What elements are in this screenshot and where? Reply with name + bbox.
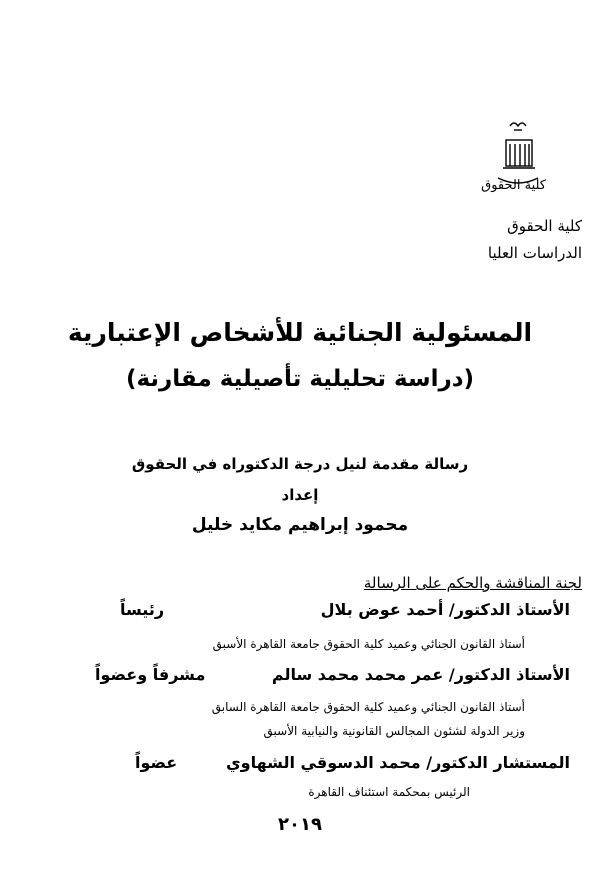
department-name: الدراسات العليا	[487, 244, 582, 262]
committee-member-description: وزير الدولة لشئون المجالس القانونية والنيابية الأسبق	[263, 724, 525, 738]
year: ٢٠١٩	[278, 814, 322, 835]
thesis-subtitle: (دراسة تحليلية تأصيلية مقارنة)	[125, 366, 475, 392]
committee-member-role: مشرفاً وعضواً	[95, 665, 206, 684]
committee-member-name: المستشار الدكتور/ محمد الدسوقي الشهاوي	[226, 753, 570, 772]
committee-member-description: أستاذ القانون الجنائي وعميد كلية الحقوق جامعة القاهرة الأسبق	[212, 637, 525, 651]
committee-member-role: عضواً	[135, 753, 178, 772]
committee-member-name: الأستاذ الدكتور/ عمر محمد محمد سالم	[271, 665, 570, 684]
committee-member-name: الأستاذ الدكتور/ أحمد عوض بلال	[320, 600, 570, 619]
prepared-by-label: إعداد	[281, 486, 319, 504]
logo-caption: كلية الحقوق	[481, 178, 546, 193]
author-name: محمود إبراهيم مكايد خليل	[191, 515, 409, 535]
committee-member-role: رئيساً	[120, 600, 165, 619]
thesis-title: المسئولية الجنائية للأشخاص الإعتبارية	[67, 318, 533, 347]
committee-heading: لجنة المناقشة والحكم على الرسالة	[363, 574, 582, 592]
committee-member-description: أستاذ القانون الجنائي وعميد كلية الحقوق جامعة القاهرة السابق	[211, 700, 525, 714]
thesis-statement: رسالة مقدمة لنيل درجة الدكتوراه في الحقوق	[131, 455, 469, 473]
committee-member-description: الرئيس بمحكمة استئناف القاهرة	[308, 785, 470, 799]
faculty-name: كلية الحقوق	[507, 217, 582, 235]
